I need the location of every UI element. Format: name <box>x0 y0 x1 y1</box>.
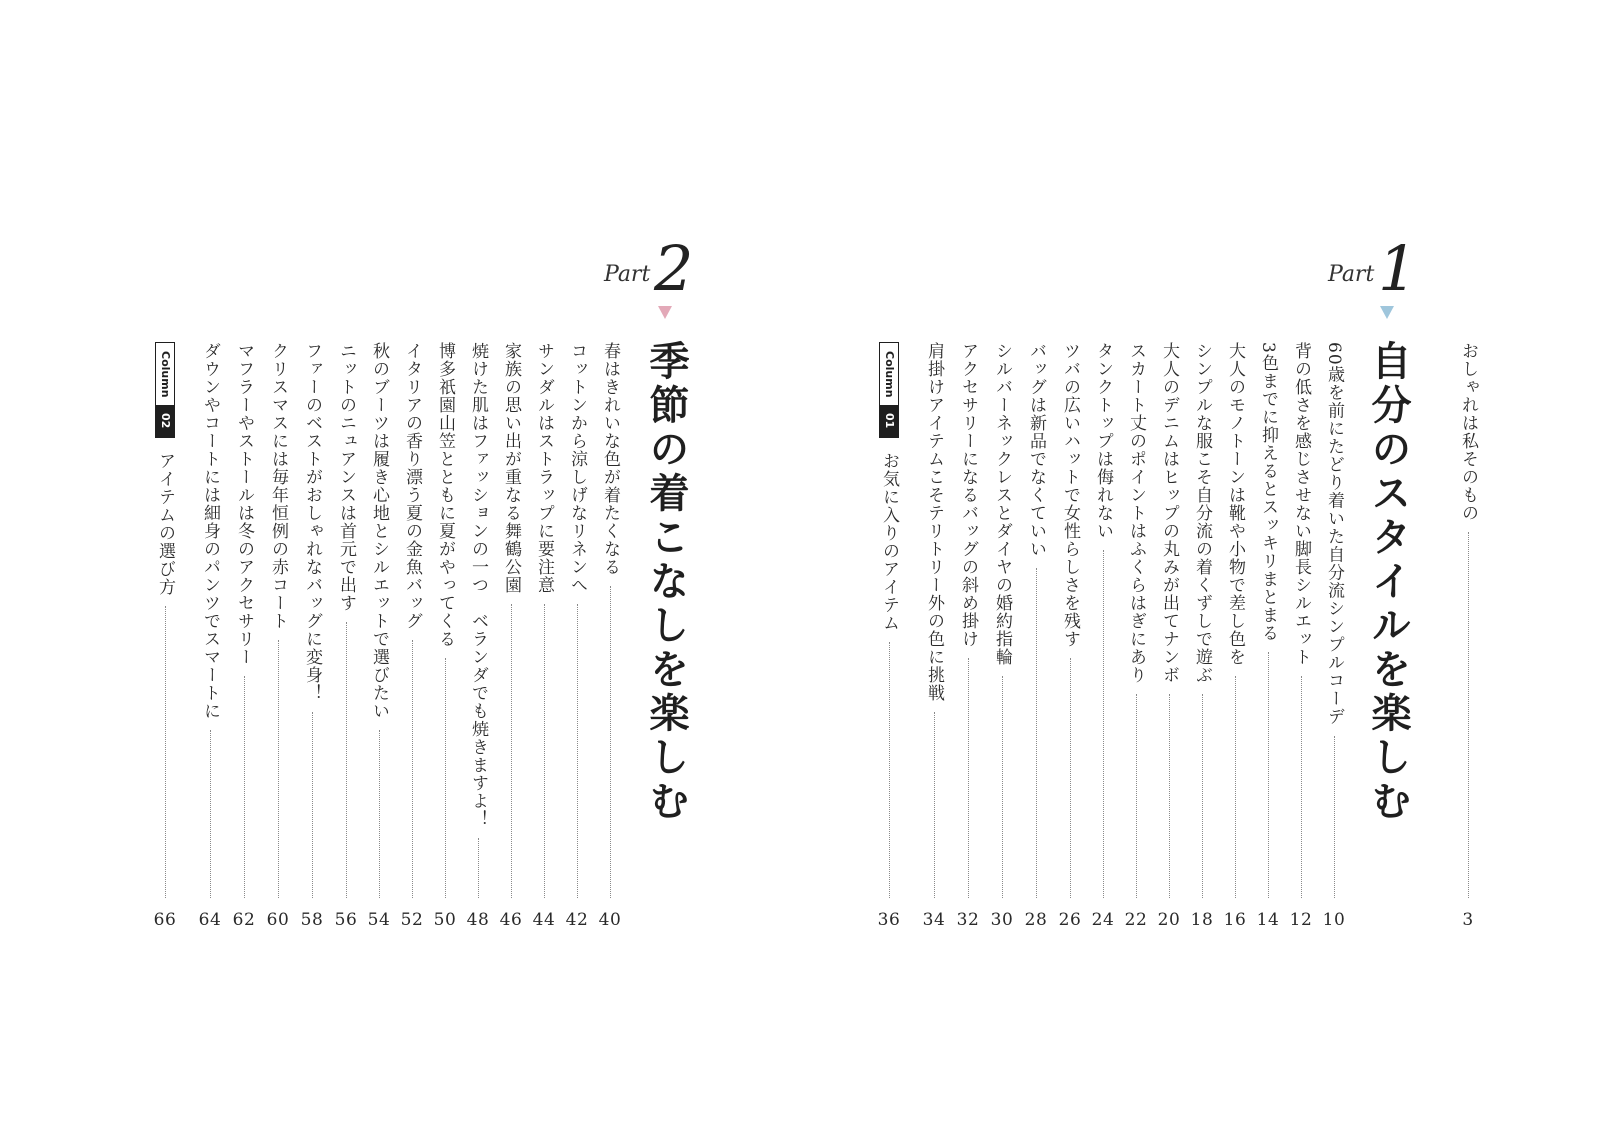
dot-leader <box>165 606 166 898</box>
toc-entry[interactable] <box>298 342 326 930</box>
dot-leader <box>1202 694 1203 898</box>
toc-entry[interactable] <box>464 342 492 930</box>
part1-heading: 自分のスタイルを楽しむ <box>1365 340 1412 824</box>
entry-title: 大人のデニムはヒップの丸みが出てナンボ <box>1159 342 1179 684</box>
dot-leader <box>312 712 313 898</box>
entry-page-number: 30 <box>990 910 1014 930</box>
column-badge-01 <box>879 342 899 438</box>
toc-entry[interactable] <box>596 342 624 930</box>
entry-page-number: 34 <box>922 910 946 930</box>
column-badge-number: 01 <box>880 405 898 437</box>
entry-page-number: 48 <box>466 910 490 930</box>
entry-page-number: 52 <box>400 910 424 930</box>
part2-marker-icon <box>658 306 672 319</box>
dot-leader <box>244 676 245 898</box>
toc-entry[interactable] <box>196 342 224 930</box>
toc-entry[interactable] <box>1320 342 1348 930</box>
entry-title: 春はきれいな色が着たくなる <box>600 342 620 576</box>
dot-leader <box>889 642 890 898</box>
part1-number: 1 <box>1378 232 1418 305</box>
dot-leader <box>1235 676 1236 898</box>
toc-entry[interactable] <box>230 342 258 930</box>
toc-entry-column[interactable] <box>875 452 903 930</box>
entry-title: お気に入りのアイテム <box>879 452 899 632</box>
dot-leader <box>478 838 479 898</box>
entry-title: 秋のブーツは履き心地とシルエットで選びたい <box>369 342 389 720</box>
entry-page-number: 66 <box>153 910 177 930</box>
part2-heading: 季節の着こなしを楽しむ <box>643 340 690 824</box>
entry-page-number: 10 <box>1322 910 1346 930</box>
entry-page-number: 50 <box>433 910 457 930</box>
entry-page-number: 20 <box>1157 910 1181 930</box>
entry-page-number: 3 <box>1462 910 1474 930</box>
entry-title: サンダルはストラップに要注意 <box>534 342 554 594</box>
toc-entry[interactable] <box>264 342 292 930</box>
dot-leader <box>1002 676 1003 898</box>
dot-leader <box>379 730 380 898</box>
entry-title: バッグは新品でなくていい <box>1026 342 1046 558</box>
entry-page-number: 26 <box>1058 910 1082 930</box>
toc-entry[interactable] <box>1254 342 1282 930</box>
part1-label: Part <box>1328 262 1375 287</box>
dot-leader <box>1070 658 1071 898</box>
entry-title: ニットのニュアンスは首元で出す <box>336 342 356 612</box>
dot-leader <box>1136 694 1137 898</box>
entry-page-number: 18 <box>1190 910 1214 930</box>
entry-title: ファーのベストがおしゃれなバッグに変身！ <box>302 342 322 702</box>
entry-page-number: 64 <box>198 910 222 930</box>
toc-entry[interactable] <box>431 342 459 930</box>
entry-page-number: 46 <box>499 910 523 930</box>
entry-page-number: 22 <box>1124 910 1148 930</box>
toc-entry[interactable] <box>1287 342 1315 930</box>
entry-page-number: 56 <box>334 910 358 930</box>
entry-title: 3色までに抑えるとスッキリまとまる <box>1258 342 1278 642</box>
entry-page-number: 54 <box>367 910 391 930</box>
column-badge-number: 02 <box>156 405 174 437</box>
entry-title: アクセサリーになるバッグの斜め掛け <box>958 342 978 648</box>
toc-entry[interactable] <box>988 342 1016 930</box>
dot-leader <box>1036 568 1037 898</box>
toc-entry-intro[interactable] <box>1454 342 1482 930</box>
entry-page-number: 40 <box>598 910 622 930</box>
entry-title: タンクトップは侮れない <box>1093 342 1113 540</box>
entry-page-number: 58 <box>300 910 324 930</box>
dot-leader <box>1301 676 1302 898</box>
entry-title: ダウンやコートには細身のパンツでスマートに <box>200 342 220 720</box>
dot-leader <box>610 586 611 898</box>
entry-title: 焼けた肌はファッションの一つ ベランダでも焼きますよ！ <box>468 342 488 828</box>
entry-title: 家族の思い出が重なる舞鶴公園 <box>501 342 521 594</box>
entry-title: クリスマスには毎年恒例の赤コート <box>268 342 288 630</box>
entry-title: 60歳を前にたどり着いた自分流シンプルコーデ <box>1324 342 1344 726</box>
toc-entry[interactable] <box>530 342 558 930</box>
dot-leader <box>1103 550 1104 898</box>
entry-title: 肩掛けアイテムこそテリトリー外の色に挑戦 <box>924 342 944 702</box>
entry-page-number: 36 <box>877 910 901 930</box>
entry-title: コットンから涼しげなリネンへ <box>567 342 587 594</box>
entry-title: マフラーやストールは冬のアクセサリー <box>234 342 254 666</box>
entry-page-number: 60 <box>266 910 290 930</box>
dot-leader <box>934 712 935 898</box>
dot-leader <box>1334 736 1335 898</box>
toc-entry[interactable] <box>920 342 948 930</box>
dot-leader <box>278 640 279 898</box>
dot-leader <box>1169 694 1170 898</box>
column-badge-word: Column <box>159 350 172 398</box>
part1-marker-icon <box>1380 306 1394 319</box>
toc-entry-column[interactable] <box>151 452 179 930</box>
toc-entry[interactable] <box>497 342 525 930</box>
toc-entry[interactable] <box>1221 342 1249 930</box>
entry-page-number: 28 <box>1024 910 1048 930</box>
part2-label: Part <box>604 262 651 287</box>
entry-page-number: 62 <box>232 910 256 930</box>
toc-entry[interactable] <box>563 342 591 930</box>
entry-page-number: 44 <box>532 910 556 930</box>
entry-title: イタリアの香り漂う夏の金魚バッグ <box>402 342 422 630</box>
dot-leader <box>511 604 512 898</box>
entry-title: おしゃれは私そのもの <box>1458 342 1478 522</box>
dot-leader <box>412 640 413 898</box>
toc-entry[interactable] <box>954 342 982 930</box>
dot-leader <box>210 730 211 898</box>
entry-title: ツバの広いハットで女性らしさを残す <box>1060 342 1080 648</box>
toc-entry[interactable] <box>1122 342 1150 930</box>
entry-page-number: 32 <box>956 910 980 930</box>
dot-leader <box>577 604 578 898</box>
dot-leader <box>445 658 446 898</box>
entry-title: シルバーネックレスとダイヤの婚約指輪 <box>992 342 1012 666</box>
toc-entry[interactable] <box>398 342 426 930</box>
toc-entry[interactable] <box>1022 342 1050 930</box>
dot-leader <box>1268 652 1269 898</box>
toc-entry[interactable] <box>1089 342 1117 930</box>
dot-leader <box>968 658 969 898</box>
entry-title: スカート丈のポイントはふくらはぎにあり <box>1126 342 1146 684</box>
entry-title: 博多祇園山笠とともに夏がやってくる <box>435 342 455 648</box>
dot-leader <box>544 604 545 898</box>
toc-entry[interactable] <box>1188 342 1216 930</box>
column-badge-word: Column <box>883 350 896 398</box>
entry-title: 大人のモノトーンは靴や小物で差し色を <box>1225 342 1245 666</box>
entry-page-number: 12 <box>1289 910 1313 930</box>
entry-title: アイテムの選び方 <box>155 452 175 596</box>
entry-page-number: 24 <box>1091 910 1115 930</box>
entry-page-number: 42 <box>565 910 589 930</box>
toc-entry[interactable] <box>365 342 393 930</box>
column-badge-02 <box>155 342 175 438</box>
toc-entry[interactable] <box>1155 342 1183 930</box>
part2-number: 2 <box>654 232 694 305</box>
dot-leader <box>346 622 347 898</box>
toc-entry[interactable] <box>332 342 360 930</box>
dot-leader <box>1468 532 1469 898</box>
toc-entry[interactable] <box>1056 342 1084 930</box>
entry-page-number: 16 <box>1223 910 1247 930</box>
entry-title: シンプルな服こそ自分流の着くずしで遊ぶ <box>1192 342 1212 684</box>
entry-page-number: 14 <box>1256 910 1280 930</box>
entry-title: 背の低さを感じさせない脚長シルエット <box>1291 342 1311 666</box>
